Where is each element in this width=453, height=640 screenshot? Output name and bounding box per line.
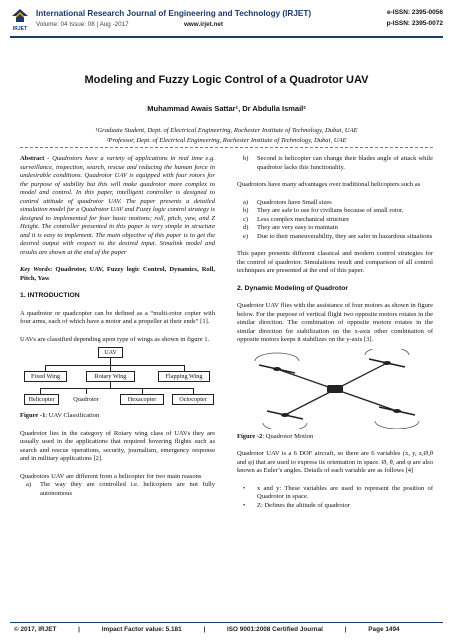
keywords-text: : Quadrotor, UAV, Fuzzy logic Control, Dynamics, Roll, Pitch, Yaw — [20, 266, 215, 282]
journal-meta — [36, 21, 223, 28]
list-item-text: The way they are controlled i.e. helicopters are not fully autonomous — [40, 481, 215, 497]
propeller — [379, 407, 415, 415]
difference-paragraph: Quadrotors UAV are different from a helicopter for two main reasons — [20, 472, 202, 480]
diagram-node-fixed-wing: Fixed Wing — [24, 371, 67, 382]
dynamics-paragraph-1: Quadrotor UAV flies with the assistance of four motors as shown in figure below. For the purpose of vertical flight two opposite motors rotates in the similar direction. The combination of opposite motors rotates in the similar direction for stabilization on the x-axis other combination of opposite motors keeps it stabilizes on the y-axis [3]. — [237, 302, 433, 343]
bullet-icon: • — [243, 484, 246, 492]
affiliation-2: ²Professor, Dept. of Electrical Engineering, Rochester Institute of Technology, Dubai, UAE — [106, 137, 347, 144]
intro-heading: 1. INTRODUCTION — [20, 292, 80, 299]
bullet-icon: • — [243, 501, 246, 509]
journal-name: International Research Journal of Engineering and Technology (IRJET) — [36, 9, 312, 18]
figure-2-text: : Quadrotor Motion — [262, 432, 314, 440]
abstract — [20, 155, 215, 257]
quadrotor-motion-figure — [237, 349, 433, 429]
list-item-text: Less complex mechanical structure — [257, 215, 350, 223]
list-item-text: Z: Defines the altitude of quadrotor — [257, 501, 350, 509]
advantages-list — [243, 199, 433, 242]
footer-rule — [10, 622, 443, 623]
intro-paragraph-1: A quadrotor or quadcopter can be defined as a “multi-rotor copter with four arms, each of which have a motor and a propeller at their ends” [1]. — [20, 309, 215, 325]
difference-list — [26, 481, 215, 498]
affiliation-1: ¹Graduate Student, Dept. of Electrical Engineering, Rochester Institute of Technology, Dubai, UAE — [95, 127, 358, 134]
list-marker: a) — [243, 198, 249, 206]
rotation-arrow-icon — [375, 421, 419, 429]
rotation-arrow-icon — [365, 349, 409, 355]
list-item-text: x and y: These variables are used to represent the position of Quadrotor in space. — [257, 484, 433, 500]
diagram-node-octocopter: Octocopter — [172, 394, 214, 405]
diagram-connector — [40, 388, 193, 389]
footer-iso: ISO 9001:2008 Certified Journal — [227, 626, 323, 633]
dynamics-heading: 2. Dynamic Modeling of Quadrotor — [237, 284, 349, 292]
e-issn: e-ISSN: 2395-0056 — [386, 9, 443, 16]
header-rule — [10, 36, 443, 38]
diagram-connector — [45, 365, 184, 366]
keywords — [20, 266, 215, 283]
paper-title: Modeling and Fuzzy Logic Control of a Quadrotor UAV — [84, 74, 369, 86]
diagram-node-helicopter: Helicopter — [24, 394, 59, 405]
list-marker: b) — [243, 155, 249, 162]
p-issn: p-ISSN: 2395-0072 — [386, 20, 443, 27]
list-item — [26, 481, 215, 498]
rotary-paragraph: Quadrotor lies in the category of Rotary wing class of UAVs they are usually used in the applications that required hovering flights such as search and rescue operations, security, journalism, emergency response and in military applications [2]. — [20, 429, 215, 462]
diagram-node-flapping-wing: Flapping Wing — [158, 371, 210, 382]
abstract-label: Abstract - — [20, 155, 53, 162]
footer-page: Page 1494 — [368, 626, 400, 633]
quadrotor-body — [327, 385, 343, 393]
list-item — [243, 207, 433, 216]
page-footer — [14, 626, 444, 633]
figure-1-label: Figure -1 — [20, 412, 46, 419]
uav-classification-diagram — [24, 346, 214, 408]
list-item-text: They are safe to use for civilians because of small rotor. — [257, 207, 404, 214]
list-marker: e) — [243, 232, 249, 240]
footer-divider: | — [344, 626, 347, 633]
paper-authors: Muhammad Awais Sattar¹, Dr Abdulla Ismail² — [147, 104, 306, 113]
propeller — [369, 359, 405, 367]
figure-1-text: : UAV Classification — [45, 412, 100, 419]
abstract-text: Quadrotors have a variety of applications in real time e.g. surveillance, inspection, search, rescue and reducing the human force in undesirable conditions. Quadrotor UAV is equipped with four rotors for the purpose of stability but this will make quadrotor more complex to model and control. In this paper, intelligent controller is designed to control attitude of quadrotor UAV. The paper presents a detailed simulation model for a Quadrotor UAV and Fuzzy logic control strategy is designed to implemented for four basic motions; roll, pitch, yaw, and Z Height. The controller presented in this paper is very simple in structure and it is easy to implement. The main objective of this paper is to get the desired output with respect to the desired input. Simulink model and results are shown at the end of the paper — [20, 155, 215, 256]
diagram-node-quadrotor: Quadrotor — [66, 394, 106, 405]
logo-text: IRJET — [12, 26, 28, 32]
list-item — [243, 224, 433, 233]
strategies-paragraph: This paper presents different classical and modern control strategies for the control of quadrotor. Simulations result and comparison of all control techniques are presented at the end of this paper. — [237, 250, 433, 274]
list-marker: b) — [243, 207, 249, 214]
figure-2-caption — [237, 433, 433, 442]
footer-impact: Impact Factor value: 5.181 — [101, 626, 182, 633]
list-item — [237, 485, 433, 502]
list-item-text: They are very easy to maintain — [257, 224, 338, 231]
left-column — [20, 155, 215, 498]
diagram-node-uav: UAV — [98, 347, 123, 358]
list-item — [243, 216, 433, 225]
list-item-text: Quadrotors have Small sizes — [257, 198, 332, 206]
list-marker: a) — [26, 481, 32, 488]
variables-list — [237, 485, 433, 511]
advantages-intro: Quadrotors have many advantages over traditional helicopters such as — [237, 181, 421, 188]
footer-divider: | — [78, 626, 80, 633]
journal-header — [10, 8, 443, 38]
right-column — [237, 155, 433, 510]
keywords-label: Key Words — [20, 266, 51, 273]
irjet-logo-icon — [10, 8, 30, 34]
list-item — [243, 233, 433, 242]
rotation-arrow-icon — [263, 423, 307, 429]
footer-divider: | — [203, 626, 206, 633]
volume-issue: Volume: 04 Issue: 08 | Aug -2017 — [36, 21, 129, 28]
title-separator — [20, 147, 433, 148]
footer-copyright: © 2017, IRJET — [14, 626, 57, 633]
propeller — [267, 411, 303, 419]
diagram-node-hexacopter: Hexacopter — [120, 394, 164, 405]
list-item — [243, 155, 433, 172]
journal-url[interactable]: www.irjet.net — [184, 21, 223, 28]
figure-1-caption — [20, 412, 215, 421]
intro-paragraph-2: UAVs are classified depending upon type of wings as shown in figure 1. — [20, 335, 210, 343]
list-item — [243, 199, 433, 208]
difference-list-cont — [243, 155, 433, 172]
rotation-arrow-icon — [255, 353, 299, 361]
list-item-text: Due to their maneuverability, they are safer in hazardous situations — [257, 232, 433, 240]
diagram-connector — [110, 358, 111, 365]
list-marker: c) — [243, 215, 249, 223]
list-marker: d) — [243, 224, 249, 231]
propeller — [259, 365, 295, 373]
dynamics-paragraph-2: Quadrotor UAV is a 6 DOF aircraft, so there are 6 variables (x, y, z,Ø,θ and φ) that are used to express its orientation in space. Ø, θ, and φ are also known as Euler’s angles. Details of each variable are as follows [4] — [237, 450, 433, 474]
list-item-text: Second is helicopter can change their blades angle of attack while quadrotor lacks this functionality. — [257, 155, 433, 171]
list-item — [237, 502, 433, 511]
diagram-node-rotary-wing: Rotary Wing — [86, 371, 135, 382]
figure-2-label: Figure -2 — [237, 432, 263, 440]
